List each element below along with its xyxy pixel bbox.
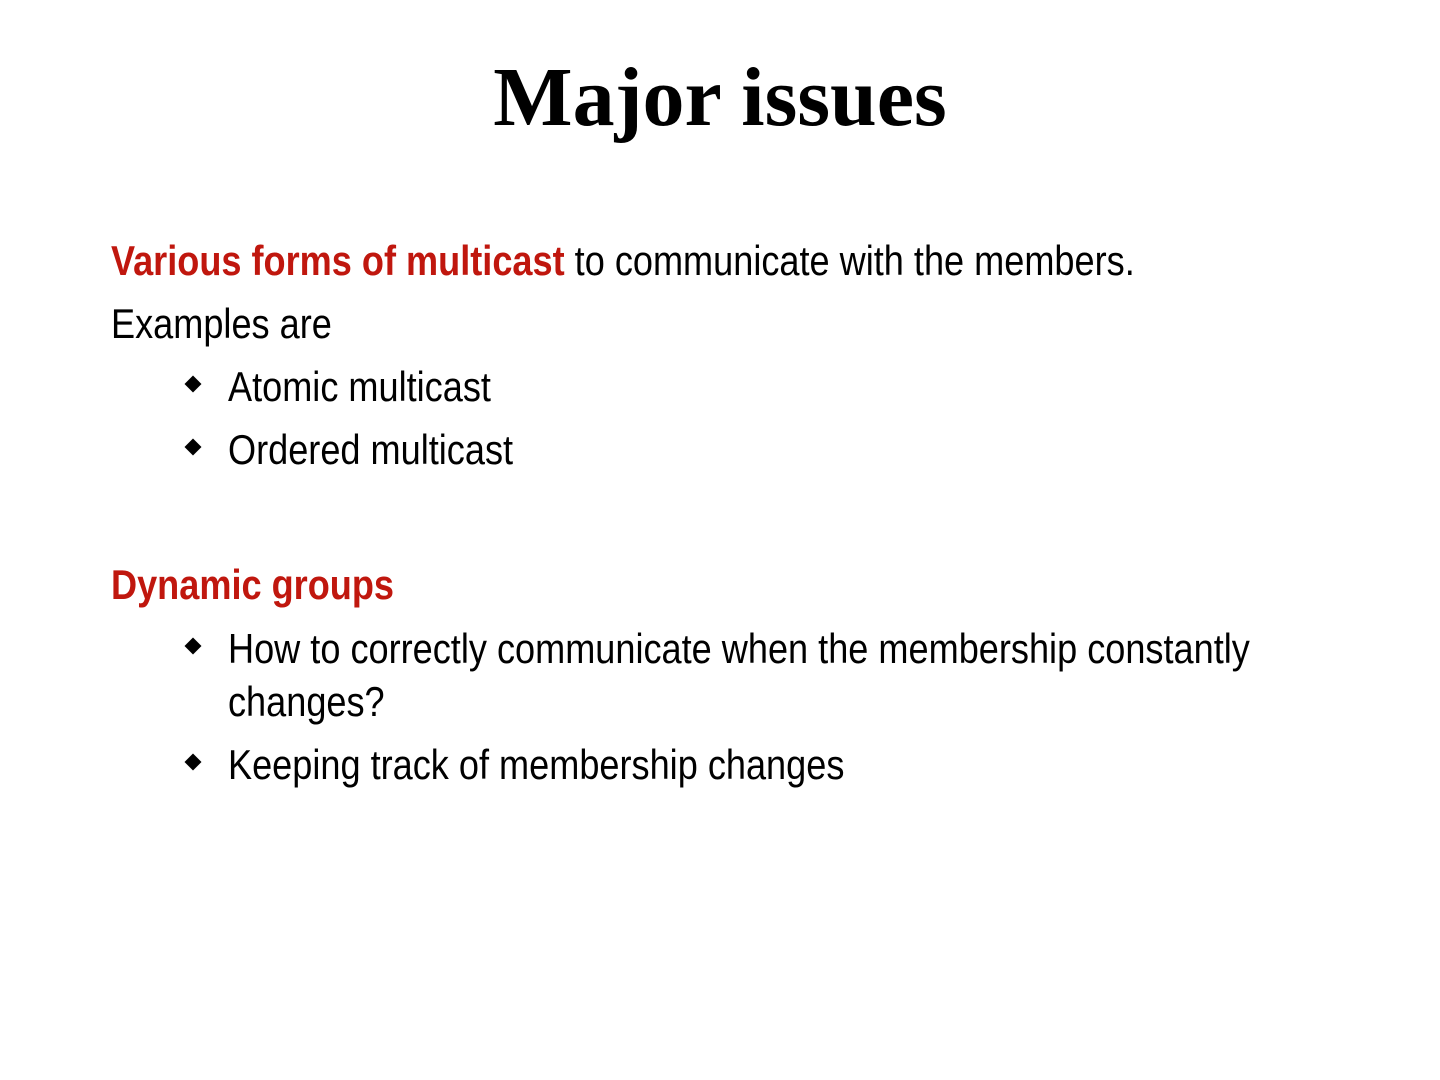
bullet-membership-communication-line2: changes? (228, 678, 385, 725)
examples-intro: Examples are (111, 300, 332, 347)
diamond-bullet-icon (184, 362, 210, 412)
bullet-membership-tracking: Keeping track of membership changes (228, 741, 845, 788)
diamond-bullet-icon (184, 624, 210, 674)
bullet-ordered-multicast: Ordered multicast (228, 426, 514, 473)
multicast-statement (111, 236, 1135, 286)
dynamic-groups-heading: Dynamic groups (111, 561, 395, 608)
diamond-bullet-icon (184, 740, 210, 790)
diamond-bullet-icon (184, 425, 210, 475)
slide-title: Major issues (493, 51, 947, 144)
bullet-atomic-multicast: Atomic multicast (228, 363, 491, 410)
multicast-highlight: Various forms of multicast (111, 237, 565, 284)
bullet-membership-communication-line1: How to correctly communicate when the membership constantly (228, 625, 1250, 672)
multicast-statement-rest: to communicate with the members. (564, 237, 1135, 284)
